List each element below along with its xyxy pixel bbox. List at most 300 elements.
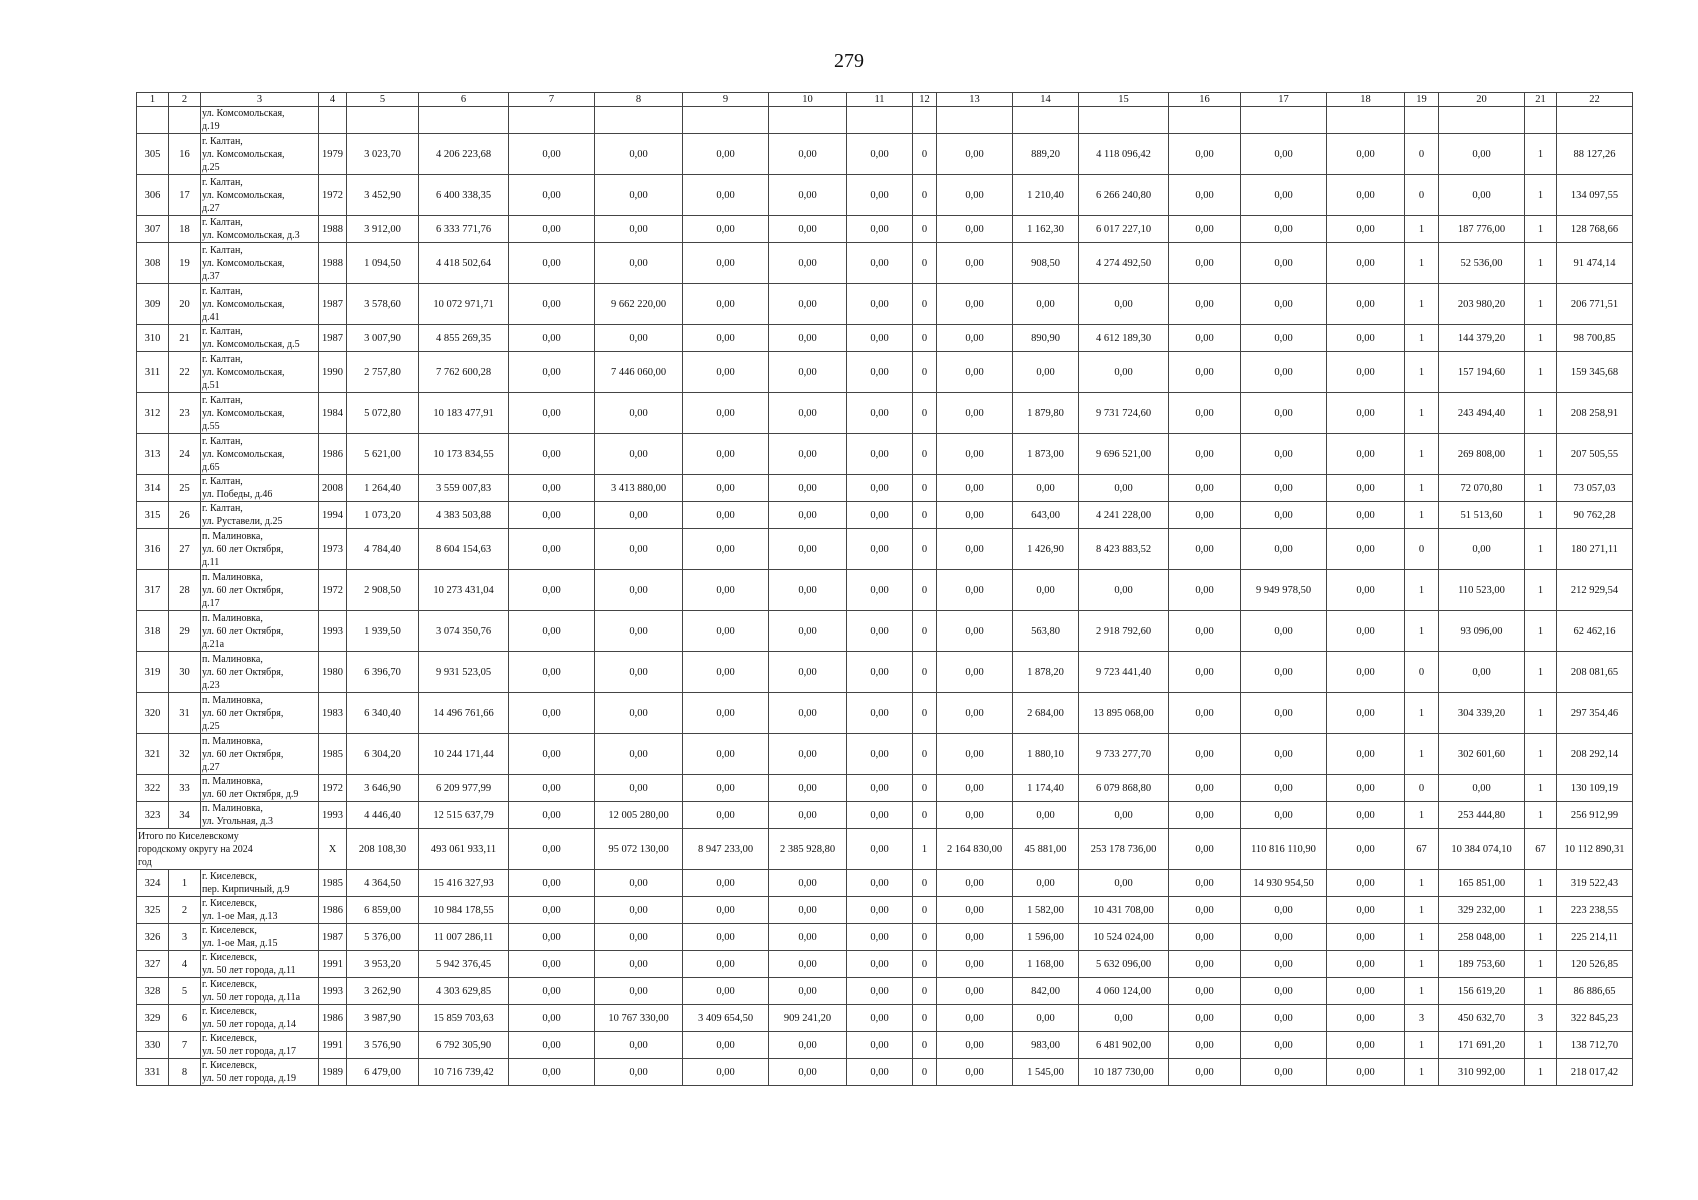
- table-row: [137, 570, 1633, 611]
- table-cell: 0,00: [509, 134, 595, 175]
- table-cell: 171 691,20: [1439, 1032, 1525, 1059]
- table-cell: 0,00: [1169, 978, 1241, 1005]
- table-row: [137, 1032, 1633, 1059]
- table-cell: 1: [1405, 924, 1439, 951]
- table-cell: 315: [137, 502, 169, 529]
- registry-table: [136, 92, 1633, 1086]
- table-cell: 6: [169, 1005, 201, 1032]
- table-cell: 0,00: [1169, 216, 1241, 243]
- table-cell: 0,00: [937, 924, 1013, 951]
- table-cell: 206 771,51: [1557, 284, 1633, 325]
- table-cell: 0: [913, 611, 937, 652]
- table-cell: 0,00: [1169, 802, 1241, 829]
- table-cell: 2 684,00: [1013, 693, 1079, 734]
- table-cell: 11 007 286,11: [419, 924, 509, 951]
- table-cell: 0,00: [769, 951, 847, 978]
- table-cell: 253 178 736,00: [1079, 829, 1169, 870]
- table-cell: 0,00: [1241, 775, 1327, 802]
- table-cell: 134 097,55: [1557, 175, 1633, 216]
- table-cell: 1: [1405, 870, 1439, 897]
- table-row: [137, 775, 1633, 802]
- table-cell: 0,00: [769, 393, 847, 434]
- address-cell: г. Киселевск, ул. 50 лет города, д.14: [201, 1005, 319, 1032]
- table-cell: 1: [1525, 570, 1557, 611]
- table-cell: 297 354,46: [1557, 693, 1633, 734]
- table-cell: 0,00: [683, 134, 769, 175]
- table-cell: 2 918 792,60: [1079, 611, 1169, 652]
- table-cell: 0,00: [1169, 175, 1241, 216]
- table-cell: 0,00: [1169, 829, 1241, 870]
- table-cell: 1: [1405, 570, 1439, 611]
- table-cell: 0: [913, 734, 937, 775]
- table-cell: 0,00: [509, 243, 595, 284]
- table-cell: 0,00: [847, 175, 913, 216]
- table-cell: 0,00: [847, 284, 913, 325]
- table-cell: 0,00: [595, 978, 683, 1005]
- table-cell: 0,00: [1241, 475, 1327, 502]
- table-cell: 1: [1405, 216, 1439, 243]
- table-cell: 0,00: [1327, 1032, 1405, 1059]
- table-cell: 0,00: [769, 870, 847, 897]
- table-cell: 0,00: [1169, 775, 1241, 802]
- table-row: [137, 1059, 1633, 1086]
- address-cell: г. Калтан, ул. Комсомольская, д.3: [201, 216, 319, 243]
- table-cell: 189 753,60: [1439, 951, 1525, 978]
- table-cell: 0,00: [769, 134, 847, 175]
- table-cell: 0,00: [847, 434, 913, 475]
- table-cell: 208 258,91: [1557, 393, 1633, 434]
- table-cell: 0,00: [937, 802, 1013, 829]
- table-cell: 0,00: [509, 502, 595, 529]
- table-cell: 0,00: [1439, 529, 1525, 570]
- table-cell: 0,00: [1241, 802, 1327, 829]
- address-cell: п. Малиновка, ул. 60 лет Октября, д.27: [201, 734, 319, 775]
- column-header: 18: [1327, 93, 1405, 107]
- table-cell: [1439, 107, 1525, 134]
- table-cell: 0: [913, 978, 937, 1005]
- table-cell: 1988: [319, 243, 347, 284]
- table-cell: 0,00: [509, 1005, 595, 1032]
- table-cell: 0,00: [1241, 352, 1327, 393]
- table-cell: 0,00: [683, 693, 769, 734]
- table-cell: 6 340,40: [347, 693, 419, 734]
- table-cell: 842,00: [1013, 978, 1079, 1005]
- table-cell: 312: [137, 393, 169, 434]
- table-cell: [419, 107, 509, 134]
- table-cell: 1985: [319, 870, 347, 897]
- table-cell: 0,00: [683, 352, 769, 393]
- table-cell: 0,00: [1013, 475, 1079, 502]
- table-cell: 91 474,14: [1557, 243, 1633, 284]
- table-cell: 313: [137, 434, 169, 475]
- total-row: [137, 829, 1633, 870]
- table-cell: 1984: [319, 393, 347, 434]
- table-cell: 0,00: [847, 734, 913, 775]
- table-cell: 1 094,50: [347, 243, 419, 284]
- table-cell: 324: [137, 870, 169, 897]
- table-row: [137, 529, 1633, 570]
- table-cell: 316: [137, 529, 169, 570]
- table-cell: 0,00: [1241, 434, 1327, 475]
- table-cell: 1: [1405, 802, 1439, 829]
- table-cell: 6 396,70: [347, 652, 419, 693]
- table-cell: 0,00: [937, 1005, 1013, 1032]
- table-cell: 0,00: [1327, 475, 1405, 502]
- table-row: [137, 951, 1633, 978]
- table-cell: 0,00: [1327, 802, 1405, 829]
- table-cell: 0,00: [509, 611, 595, 652]
- address-cell: г. Калтан, ул. Комсомольская, д.55: [201, 393, 319, 434]
- table-cell: 8 947 233,00: [683, 829, 769, 870]
- table-cell: 1986: [319, 897, 347, 924]
- table-cell: 1: [1405, 1032, 1439, 1059]
- table-cell: 0,00: [595, 393, 683, 434]
- table-body: [137, 107, 1633, 1086]
- table-cell: 0: [913, 1032, 937, 1059]
- table-cell: 1: [1525, 284, 1557, 325]
- table-cell: 0: [913, 802, 937, 829]
- table-cell: 0,00: [937, 134, 1013, 175]
- column-header: 21: [1525, 93, 1557, 107]
- table-cell: [1525, 107, 1557, 134]
- table-cell: 0,00: [683, 775, 769, 802]
- table-row: [137, 107, 1633, 134]
- table-cell: 0,00: [1327, 175, 1405, 216]
- table-cell: 1: [1525, 693, 1557, 734]
- table-cell: 253 444,80: [1439, 802, 1525, 829]
- table-cell: 0,00: [1241, 693, 1327, 734]
- table-cell: 0,00: [683, 325, 769, 352]
- table-cell: 0,00: [847, 693, 913, 734]
- table-cell: 0,00: [683, 475, 769, 502]
- address-cell: г. Калтан, ул. Комсомольская, д.37: [201, 243, 319, 284]
- table-cell: 6 333 771,76: [419, 216, 509, 243]
- address-cell: г. Калтан, ул. Комсомольская, д.25: [201, 134, 319, 175]
- table-cell: 6 400 338,35: [419, 175, 509, 216]
- table-cell: 6 209 977,99: [419, 775, 509, 802]
- table-cell: 0,00: [1327, 243, 1405, 284]
- table-cell: 1: [1405, 284, 1439, 325]
- address-cell: г. Киселевск, ул. 50 лет города, д.19: [201, 1059, 319, 1086]
- table-cell: 33: [169, 775, 201, 802]
- table-cell: 5 632 096,00: [1079, 951, 1169, 978]
- table-cell: 0,00: [769, 216, 847, 243]
- table-cell: 269 808,00: [1439, 434, 1525, 475]
- address-cell: г. Калтан, ул. Комсомольская, д.41: [201, 284, 319, 325]
- table-cell: 0: [1405, 775, 1439, 802]
- table-cell: 327: [137, 951, 169, 978]
- table-cell: 3: [169, 924, 201, 951]
- table-cell: 322 845,23: [1557, 1005, 1633, 1032]
- table-row: [137, 216, 1633, 243]
- table-cell: 120 526,85: [1557, 951, 1633, 978]
- table-cell: 208 108,30: [347, 829, 419, 870]
- table-cell: 14 496 761,66: [419, 693, 509, 734]
- column-header: 10: [769, 93, 847, 107]
- table-cell: 0,00: [1169, 870, 1241, 897]
- table-cell: 0,00: [1241, 325, 1327, 352]
- table-cell: 25: [169, 475, 201, 502]
- table-cell: 0,00: [1241, 652, 1327, 693]
- table-cell: 0: [913, 652, 937, 693]
- table-cell: 10 716 739,42: [419, 1059, 509, 1086]
- table-row: [137, 1005, 1633, 1032]
- table-cell: 0,00: [769, 775, 847, 802]
- table-cell: 1: [1525, 502, 1557, 529]
- table-cell: 1: [1525, 529, 1557, 570]
- table-cell: 1 168,00: [1013, 951, 1079, 978]
- table-cell: 0: [913, 393, 937, 434]
- table-cell: 0,00: [1327, 284, 1405, 325]
- table-cell: 3 646,90: [347, 775, 419, 802]
- table-cell: 32: [169, 734, 201, 775]
- column-header: 12: [913, 93, 937, 107]
- table-cell: 0,00: [595, 243, 683, 284]
- table-cell: 0,00: [1241, 216, 1327, 243]
- address-cell: г. Киселевск, ул. 50 лет города, д.11а: [201, 978, 319, 1005]
- table-cell: 3 912,00: [347, 216, 419, 243]
- table-cell: 10 524 024,00: [1079, 924, 1169, 951]
- table-cell: 1: [1405, 951, 1439, 978]
- table-cell: 0,00: [1169, 611, 1241, 652]
- table-cell: 1989: [319, 1059, 347, 1086]
- table-cell: [769, 107, 847, 134]
- table-cell: 0,00: [937, 434, 1013, 475]
- table-cell: 1: [1525, 1059, 1557, 1086]
- table-cell: 1: [1525, 352, 1557, 393]
- table-cell: 0,00: [937, 570, 1013, 611]
- table-cell: 62 462,16: [1557, 611, 1633, 652]
- table-cell: 0: [913, 897, 937, 924]
- table-cell: 0,00: [847, 652, 913, 693]
- table-cell: 0,00: [1079, 870, 1169, 897]
- table-cell: 909 241,20: [769, 1005, 847, 1032]
- table-cell: 128 768,66: [1557, 216, 1633, 243]
- table-cell: 1: [1405, 325, 1439, 352]
- table-cell: 1: [1525, 1032, 1557, 1059]
- table-cell: 0: [913, 325, 937, 352]
- table-cell: 15 859 703,63: [419, 1005, 509, 1032]
- table-cell: 0,00: [1241, 175, 1327, 216]
- table-cell: 4: [169, 951, 201, 978]
- address-cell: г. Киселевск, пер. Кирпичный, д.9: [201, 870, 319, 897]
- address-cell: г. Калтан, ул. Руставели, д.25: [201, 502, 319, 529]
- table-cell: 3 074 350,76: [419, 611, 509, 652]
- table-cell: 6 017 227,10: [1079, 216, 1169, 243]
- table-row: [137, 434, 1633, 475]
- table-cell: 0,00: [1327, 134, 1405, 175]
- table-cell: 0,00: [1241, 1059, 1327, 1086]
- table-cell: 0,00: [847, 897, 913, 924]
- table-cell: 5 621,00: [347, 434, 419, 475]
- table-cell: 1972: [319, 775, 347, 802]
- table-cell: 329 232,00: [1439, 897, 1525, 924]
- table-cell: 328: [137, 978, 169, 1005]
- table-cell: 0,00: [1241, 502, 1327, 529]
- table-cell: 329: [137, 1005, 169, 1032]
- table-cell: 45 881,00: [1013, 829, 1079, 870]
- table-cell: 2: [169, 897, 201, 924]
- table-cell: 0,00: [1327, 775, 1405, 802]
- table-row: [137, 802, 1633, 829]
- table-cell: [913, 107, 937, 134]
- table-cell: 144 379,20: [1439, 325, 1525, 352]
- table-cell: 0,00: [1327, 216, 1405, 243]
- address-cell: г. Калтан, ул. Комсомольская, д.5: [201, 325, 319, 352]
- table-cell: 0,00: [595, 611, 683, 652]
- table-cell: 0: [913, 475, 937, 502]
- table-cell: 17: [169, 175, 201, 216]
- table-cell: 1: [1405, 897, 1439, 924]
- table-cell: 0,00: [595, 897, 683, 924]
- table-cell: 1: [1525, 978, 1557, 1005]
- table-cell: 0,00: [847, 502, 913, 529]
- table-cell: 1: [1525, 243, 1557, 284]
- address-cell: п. Малиновка, ул. 60 лет Октября, д.9: [201, 775, 319, 802]
- column-header: 7: [509, 93, 595, 107]
- table-cell: 0: [913, 434, 937, 475]
- table-cell: 16: [169, 134, 201, 175]
- table-cell: 0,00: [509, 802, 595, 829]
- table-cell: [169, 107, 201, 134]
- table-cell: 110 816 110,90: [1241, 829, 1327, 870]
- table-cell: 0,00: [595, 775, 683, 802]
- table-cell: 0,00: [509, 693, 595, 734]
- table-cell: 0,00: [509, 1059, 595, 1086]
- table-cell: 0,00: [595, 502, 683, 529]
- table-cell: 1: [1525, 393, 1557, 434]
- table-cell: 203 980,20: [1439, 284, 1525, 325]
- table-cell: 0: [913, 175, 937, 216]
- table-cell: 0,00: [937, 1059, 1013, 1086]
- table-cell: 1 073,20: [347, 502, 419, 529]
- table-cell: 6 481 902,00: [1079, 1032, 1169, 1059]
- table-cell: 0,00: [1439, 175, 1525, 216]
- column-header: 9: [683, 93, 769, 107]
- table-cell: 0: [913, 529, 937, 570]
- table-cell: 563,80: [1013, 611, 1079, 652]
- table-cell: 0,00: [847, 775, 913, 802]
- table-cell: [1079, 107, 1169, 134]
- table-cell: 0,00: [509, 434, 595, 475]
- table-cell: 1 939,50: [347, 611, 419, 652]
- table-cell: 0,00: [509, 475, 595, 502]
- table-cell: 318: [137, 611, 169, 652]
- table-cell: 1: [169, 870, 201, 897]
- table-cell: 4 206 223,68: [419, 134, 509, 175]
- table-cell: 208 081,65: [1557, 652, 1633, 693]
- table-cell: 1: [1525, 652, 1557, 693]
- table-cell: 1: [1525, 951, 1557, 978]
- table-cell: 0,00: [769, 611, 847, 652]
- table-cell: 3: [1525, 1005, 1557, 1032]
- address-cell: г. Калтан, ул. Комсомольская, д.51: [201, 352, 319, 393]
- table-cell: 73 057,03: [1557, 475, 1633, 502]
- table-cell: [1241, 107, 1327, 134]
- table-cell: 0,00: [1013, 870, 1079, 897]
- table-cell: 93 096,00: [1439, 611, 1525, 652]
- table-cell: 9 733 277,70: [1079, 734, 1169, 775]
- table-cell: 0,00: [683, 216, 769, 243]
- table-row: [137, 734, 1633, 775]
- column-header: 6: [419, 93, 509, 107]
- table-header-row: [137, 93, 1633, 107]
- table-cell: 8 423 883,52: [1079, 529, 1169, 570]
- table-cell: 24: [169, 434, 201, 475]
- table-cell: 165 851,00: [1439, 870, 1525, 897]
- table-cell: 31: [169, 693, 201, 734]
- table-cell: 0,00: [683, 897, 769, 924]
- table-cell: 0,00: [1241, 734, 1327, 775]
- table-cell: 0,00: [769, 1032, 847, 1059]
- table-cell: 67: [1405, 829, 1439, 870]
- table-cell: 0,00: [1241, 393, 1327, 434]
- table-cell: 0,00: [937, 897, 1013, 924]
- table-cell: 0,00: [1169, 897, 1241, 924]
- table-cell: 1: [1405, 978, 1439, 1005]
- table-cell: 0,00: [1169, 924, 1241, 951]
- table-cell: 0,00: [509, 1032, 595, 1059]
- address-cell: г. Киселевск, ул. 50 лет города, д.11: [201, 951, 319, 978]
- column-header: 22: [1557, 93, 1633, 107]
- table-cell: 0,00: [937, 652, 1013, 693]
- column-header: 11: [847, 93, 913, 107]
- table-cell: 0,00: [509, 216, 595, 243]
- table-cell: 1991: [319, 1032, 347, 1059]
- table-cell: 1987: [319, 924, 347, 951]
- table-cell: 258 048,00: [1439, 924, 1525, 951]
- table-cell: 0,00: [1327, 734, 1405, 775]
- column-header: 19: [1405, 93, 1439, 107]
- table-cell: 90 762,28: [1557, 502, 1633, 529]
- table-cell: 13 895 068,00: [1079, 693, 1169, 734]
- table-cell: 0,00: [683, 502, 769, 529]
- table-cell: 0,00: [683, 1059, 769, 1086]
- table-cell: 1: [1525, 134, 1557, 175]
- table-cell: 0,00: [847, 870, 913, 897]
- table-row: [137, 502, 1633, 529]
- table-cell: 0,00: [509, 951, 595, 978]
- table-cell: 10 984 178,55: [419, 897, 509, 924]
- table-cell: 1994: [319, 502, 347, 529]
- table-cell: 0,00: [937, 393, 1013, 434]
- table-cell: 0,00: [683, 611, 769, 652]
- address-cell: п. Малиновка, ул. 60 лет Октября, д.11: [201, 529, 319, 570]
- table-cell: 0,00: [1079, 802, 1169, 829]
- table-cell: 0,00: [683, 393, 769, 434]
- table-cell: 450 632,70: [1439, 1005, 1525, 1032]
- table-cell: 0: [1405, 175, 1439, 216]
- table-cell: 1: [1525, 870, 1557, 897]
- table-cell: 0,00: [683, 175, 769, 216]
- table-cell: 0,00: [509, 652, 595, 693]
- table-cell: 0,00: [769, 475, 847, 502]
- table-cell: 0: [1405, 529, 1439, 570]
- table-cell: 6 792 305,90: [419, 1032, 509, 1059]
- table-cell: 302 601,60: [1439, 734, 1525, 775]
- table-cell: 0: [913, 284, 937, 325]
- table-cell: 6 304,20: [347, 734, 419, 775]
- table-cell: 0,00: [847, 325, 913, 352]
- table-cell: 0,00: [683, 243, 769, 284]
- table-cell: [319, 107, 347, 134]
- table-row: [137, 475, 1633, 502]
- address-cell: г. Киселевск, ул. 1-ое Мая, д.13: [201, 897, 319, 924]
- table-cell: 0: [1405, 134, 1439, 175]
- table-cell: 0,00: [1327, 1059, 1405, 1086]
- table-cell: 1 879,80: [1013, 393, 1079, 434]
- table-cell: 1972: [319, 175, 347, 216]
